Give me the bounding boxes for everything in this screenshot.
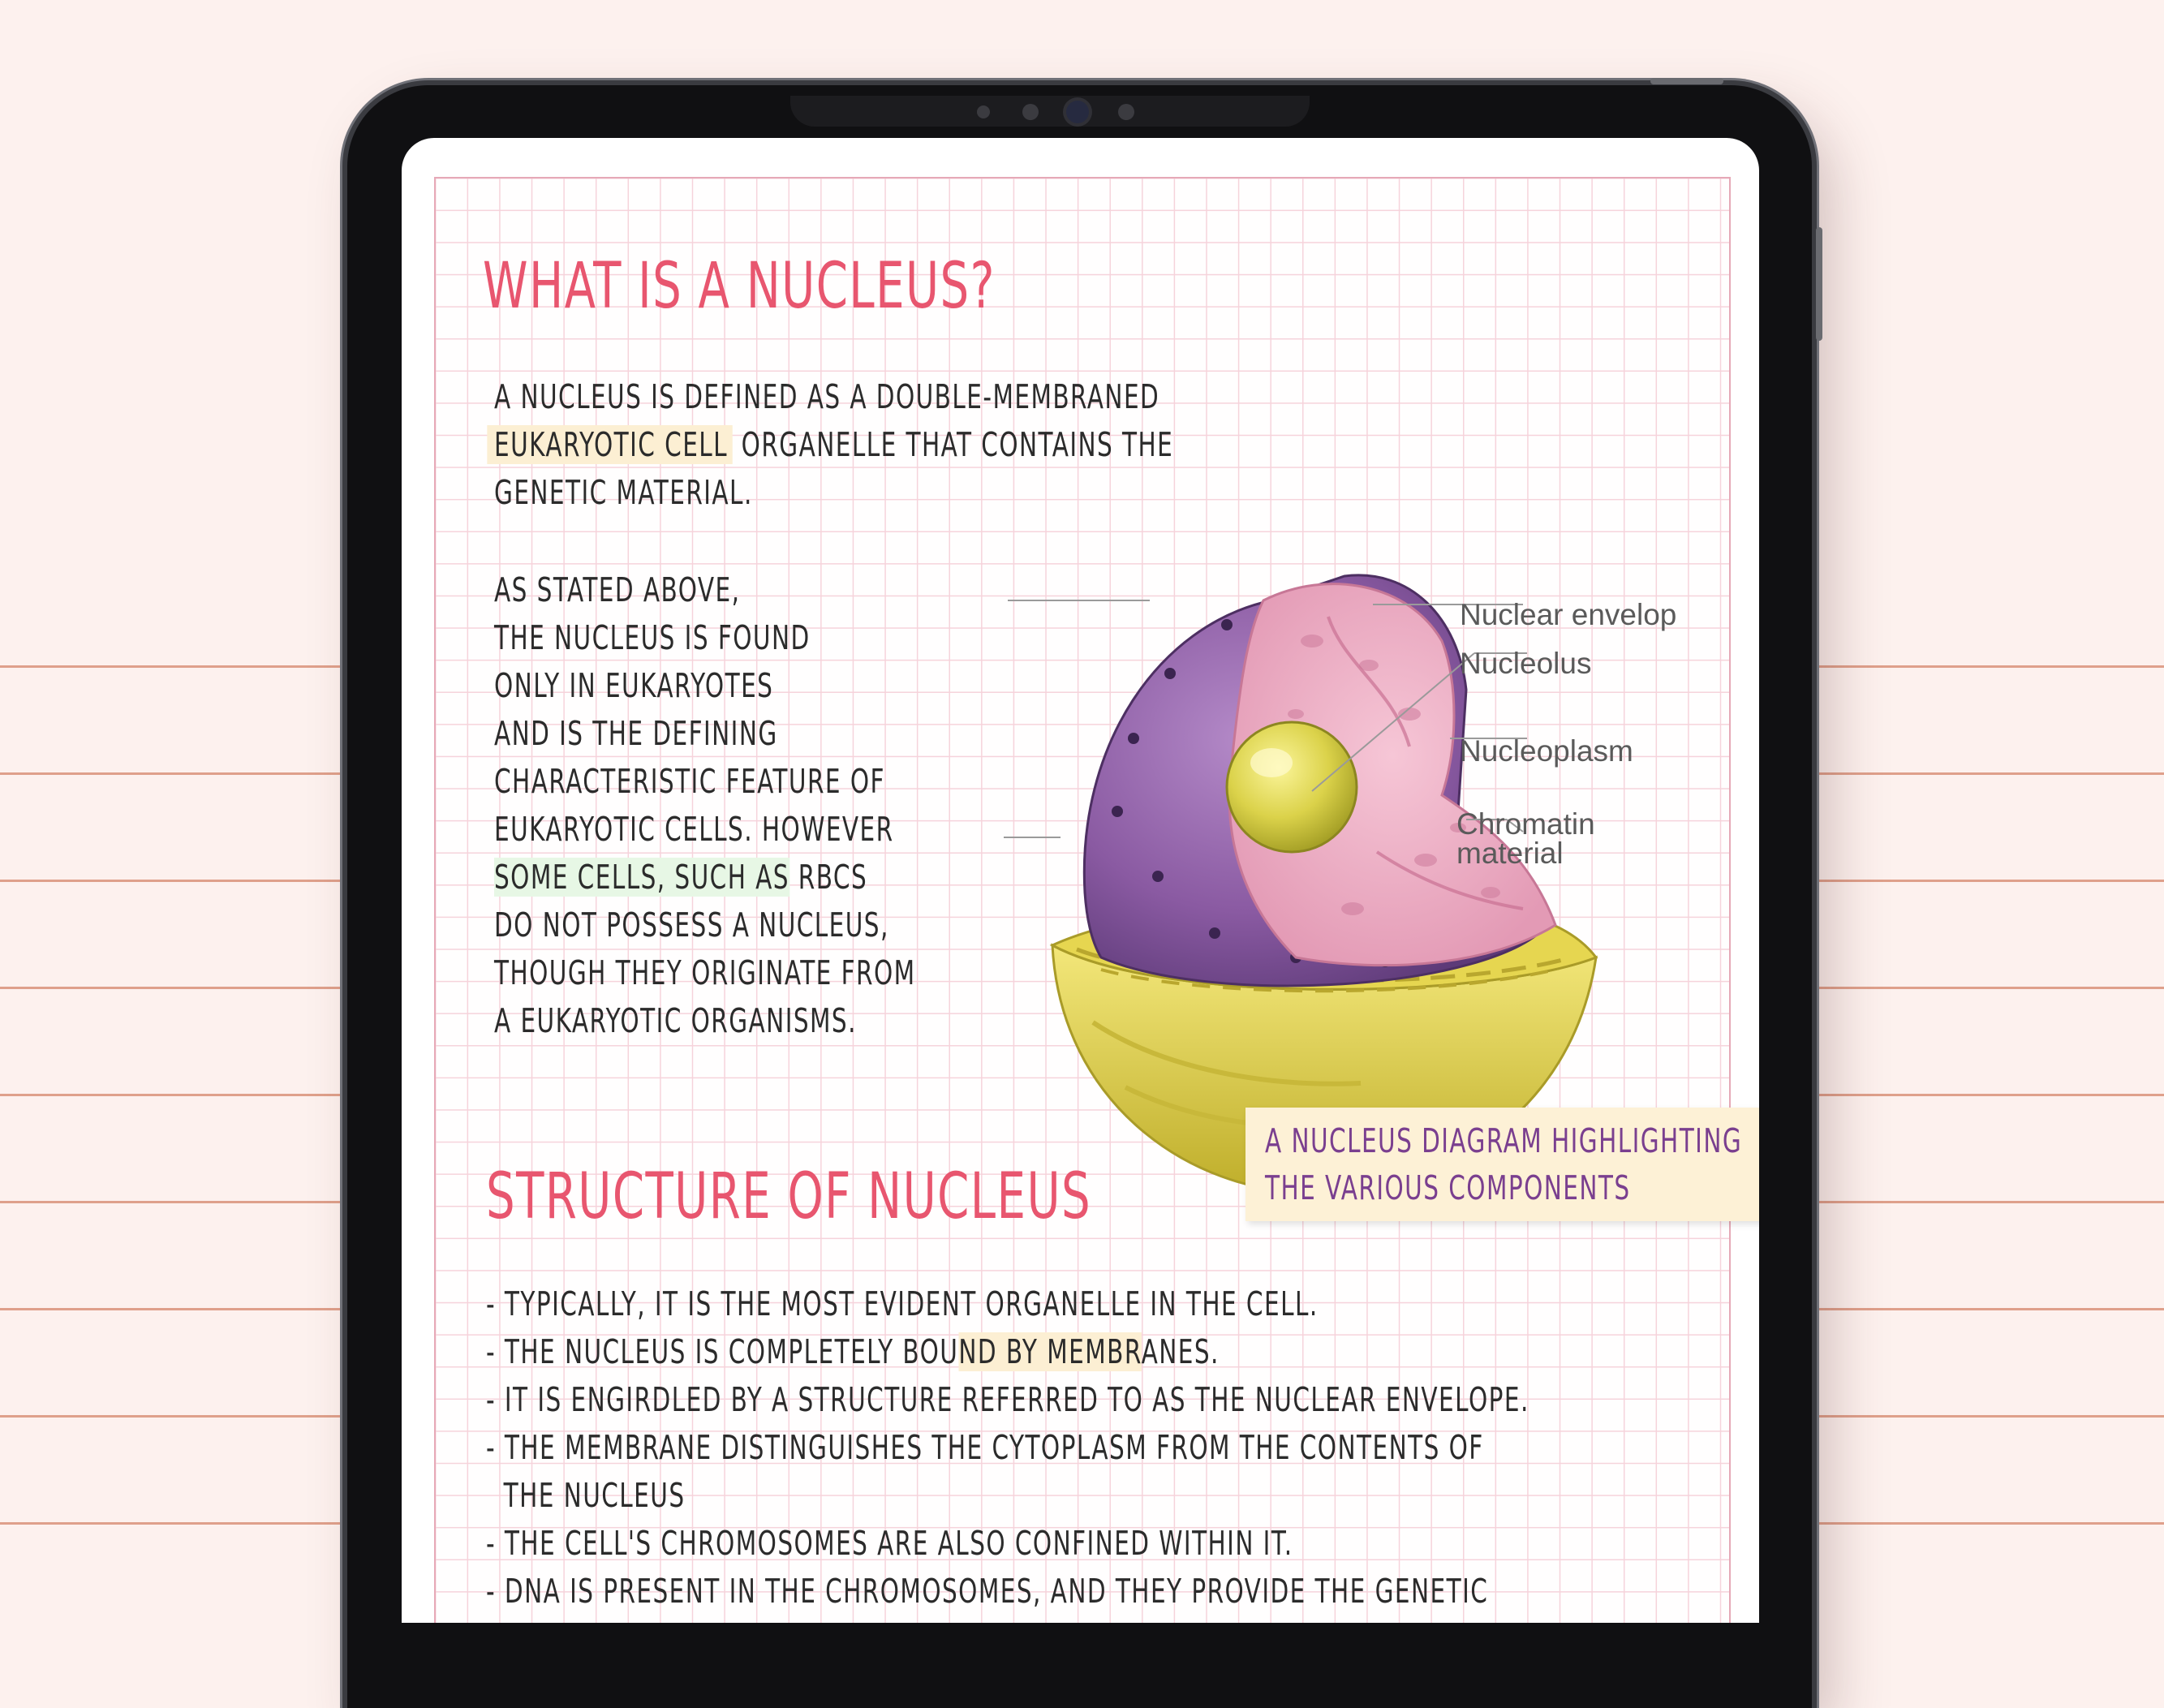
text-line: THOUGH THEY ORIGINATE FROM xyxy=(494,953,916,992)
text-line: EUKARYOTIC CELLS. HOWEVER xyxy=(494,810,894,849)
label-nucleolus: Nucleolus xyxy=(1460,647,1592,680)
text-line: A NUCLEUS IS DEFINED AS A DOUBLE-MEMBRANED xyxy=(494,377,1160,416)
text-line: SOME CELLS, SUCH AS RBCS xyxy=(494,858,868,897)
text-line: THE NUCLEUS IS FOUND xyxy=(494,618,811,657)
section-title-nucleus: WHAT IS A NUCLEUS? xyxy=(483,250,996,323)
text-line: A EUKARYOTIC ORGANISMS. xyxy=(494,1001,857,1040)
top-button xyxy=(1650,78,1723,84)
highlight-text: ND BY MEMBR xyxy=(958,1332,1142,1371)
highlight-text: EUKARYOTIC CELL xyxy=(487,425,732,464)
list-item: - TYPICALLY, IT IS THE MOST EVIDENT ORGANELLE IN THE CELL. xyxy=(486,1284,1319,1323)
structure-bullet-list xyxy=(486,1280,1529,1616)
list-item: - IT IS ENGIRDLED BY A STRUCTURE REFERRED TO AS THE NUCLEAR ENVELOPE. xyxy=(486,1380,1529,1419)
list-item: - THE CELL'S CHROMOSOMES ARE ALSO CONFINED WITHIN IT. xyxy=(486,1524,1293,1563)
camera-icon xyxy=(1066,101,1089,123)
sensor-icon xyxy=(977,105,990,118)
text-line: ONLY IN EUKARYOTES xyxy=(494,666,774,705)
diagram-caption-note xyxy=(1245,1108,1759,1221)
camera-bar xyxy=(790,96,1310,127)
list-item: THE NUCLEUS xyxy=(486,1476,686,1515)
text-line: AND IS THE DEFINING xyxy=(494,714,778,753)
highlight-text: SOME CELLS, SUCH AS xyxy=(494,858,789,897)
sensor-icon xyxy=(1022,104,1039,120)
text-line: AS STATED ABOVE, xyxy=(494,570,741,609)
caption-line: A NUCLEUS DIAGRAM HIGHLIGHTING xyxy=(1265,1121,1743,1160)
list-item: - THE MEMBRANE DISTINGUISHES THE CYTOPLASM FROM THE CONTENTS OF xyxy=(486,1428,1484,1467)
label-nucleoplasm: Nucleoplasm xyxy=(1460,734,1633,768)
eukaryote-paragraph xyxy=(494,566,916,1045)
text-line: GENETIC MATERIAL. xyxy=(494,473,753,512)
text-line: CHARACTERISTIC FEATURE OF xyxy=(494,762,885,801)
label-chromatin: Chromatin material xyxy=(1456,807,1595,870)
list-item: - THE NUCLEUS IS COMPLETELY BOUND BY MEMBRANES. xyxy=(486,1332,1220,1371)
caption-line: THE VARIOUS COMPONENTS xyxy=(1265,1168,1631,1207)
definition-paragraph xyxy=(494,373,1173,517)
sensor-icon xyxy=(1118,104,1134,120)
nucleolus-shape xyxy=(1227,722,1357,852)
label-nuclear-envelope: Nuclear envelop xyxy=(1460,598,1677,631)
text-line: EUKARYOTIC CELL ORGANELLE THAT CONTAINS THE xyxy=(494,421,1173,469)
list-item: - DNA IS PRESENT IN THE CHROMOSOMES, AND THEY PROVIDE THE GENETIC xyxy=(486,1572,1489,1611)
side-button xyxy=(1816,227,1822,341)
text-line: DO NOT POSSESS A NUCLEUS, xyxy=(494,906,889,944)
section-title-structure: STRUCTURE OF NUCLEUS xyxy=(486,1160,1092,1233)
grid-notebook-page xyxy=(434,177,1743,1623)
tablet-screen xyxy=(402,138,1759,1623)
